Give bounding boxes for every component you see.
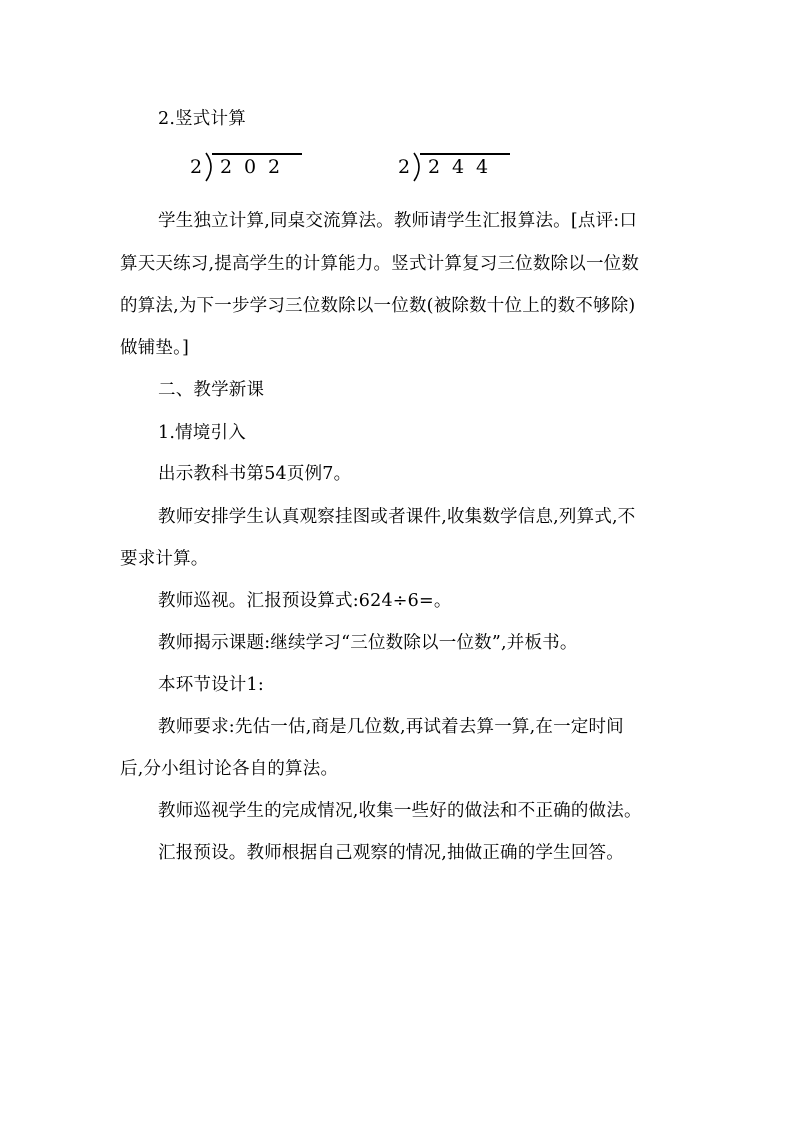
paragraph-line: 教师要求:先估一估,商是几位数,再试着去算一算,在一定时间 — [158, 717, 624, 737]
dividend-digit: 4 — [476, 156, 489, 178]
divisor: 2 — [190, 156, 203, 178]
long-division-problem — [396, 150, 516, 186]
paragraph-line: 教师巡视学生的完成情况,收集一些好的做法和不正确的做法。 — [158, 801, 642, 821]
dividend — [220, 156, 292, 178]
divisor: 2 — [398, 156, 411, 178]
section-heading-vertical-calculation: 2.竖式计算 — [158, 109, 246, 129]
dividend-digit: 2 — [220, 156, 233, 178]
paragraph-line: 汇报预设。教师根据自己观察的情况,抽做正确的学生回答。 — [158, 843, 624, 863]
dividend-digit: 0 — [244, 156, 257, 178]
paragraph-line: 教师揭示课题:继续学习“三位数除以一位数”,并板书。 — [158, 633, 578, 653]
dividend-digit: 4 — [452, 156, 465, 178]
paragraph-line: 出示教科书第54页例7。 — [158, 464, 352, 484]
division-bracket-icon — [412, 152, 426, 182]
division-bar — [420, 153, 510, 155]
division-bar — [212, 153, 302, 155]
paragraph-line: 后,分小组讨论各自的算法。 — [120, 759, 339, 779]
paragraph-line: 教师巡视。汇报预设算式:624÷6=。 — [158, 591, 452, 611]
paragraph-line: 的算法,为下一步学习三位数除以一位数(被除数十位上的数不够除) — [120, 296, 636, 316]
dividend — [428, 156, 500, 178]
paragraph-line: 要求计算。 — [120, 549, 209, 569]
paragraph-line: 学生独立计算,同桌交流算法。教师请学生汇报算法。[点评:口 — [158, 211, 638, 231]
section-heading-new-lesson: 二、教学新课 — [158, 380, 265, 400]
division-bracket-icon — [204, 152, 218, 182]
paragraph-line: 算天天练习,提高学生的计算能力。竖式计算复习三位数除以一位数 — [120, 254, 640, 274]
paragraph-line: 做铺垫。] — [120, 338, 190, 358]
long-division-problem — [188, 150, 308, 186]
dividend-digit: 2 — [428, 156, 441, 178]
subsection-heading: 1.情境引入 — [158, 423, 246, 443]
paragraph-line: 教师安排学生认真观察挂图或者课件,收集数学信息,列算式,不 — [158, 507, 636, 527]
paragraph-line: 本环节设计1: — [158, 675, 264, 695]
dividend-digit: 2 — [268, 156, 281, 178]
